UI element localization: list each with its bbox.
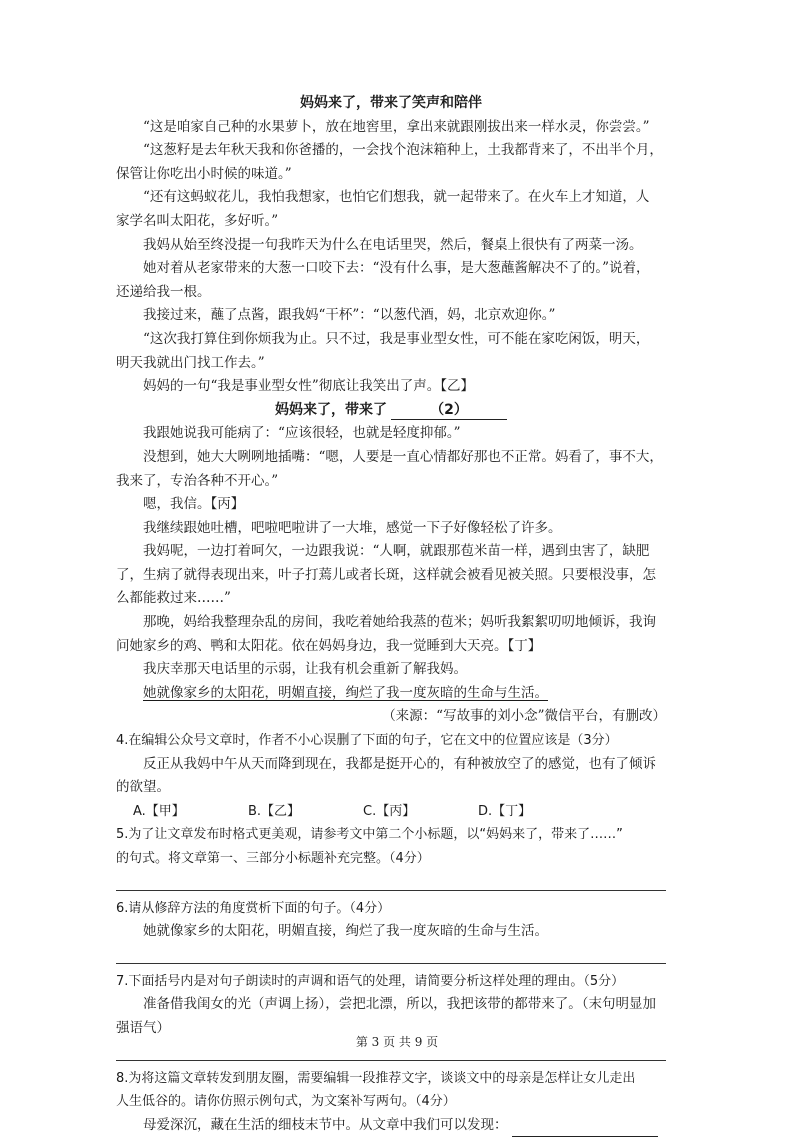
paragraph: “这葱籽是去年秋天我和你爸播的，一会找个泡沫箱种上，土我都背来了，不出半个月， xyxy=(143,142,663,159)
question-5-stem-continued: 的句式。将文章第一、三部分小标题补充完整。（4分） xyxy=(116,851,430,866)
question-8-stem: 8.为将这篇文章转发到朋友圈，需要编辑一段推荐文字，谈谈文中的母亲是怎样让女儿走出 xyxy=(116,1070,636,1086)
section-title-2-prefix: 妈妈来了，带来了 xyxy=(275,401,387,418)
paragraph: 我接过来，蘸了点酱，跟我妈“干杯”：“以葱代酒，妈，北京欢迎你。” xyxy=(143,307,556,324)
paragraph-continued: 家学名叫太阳花，多好听。” xyxy=(116,212,279,229)
question-4-sentence-continued: 的欲望。 xyxy=(116,779,170,796)
question-8-stem-continued: 人生低谷的。请你仿照示例句式，为文案补写两句。（4分） xyxy=(116,1094,456,1110)
page-content xyxy=(116,92,666,1137)
section-title-1: 妈妈来了，带来了笑声和陪伴 xyxy=(300,95,482,111)
answer-line[interactable] xyxy=(116,944,666,964)
paragraph-continued: 么都能救过来……” xyxy=(116,590,231,607)
source-note: （来源：“写故事的刘小念”微信平台，有删改） xyxy=(382,708,666,725)
question-6-stem: 6.请从修辞方法的角度赏析下面的句子。（4分） xyxy=(116,900,391,916)
underlined-sentence: 她就像家乡的太阳花，明媚直接，绚烂了我一度灰暗的生命与生活。 xyxy=(143,684,548,701)
section-title-2 xyxy=(116,399,666,423)
paragraph-continued: 保管让你吃出小时候的味道。” xyxy=(116,165,292,182)
paragraph: “这次我打算住到你烦我为止。只不过，我是事业型女性，可不能在家吃闲饭，明天， xyxy=(143,330,650,347)
title-blank-2: （2） xyxy=(391,401,507,420)
paragraph: 我跟她说我可能病了：“应该很轻，也就是轻度抑郁。” xyxy=(143,425,461,442)
paragraph: 我妈呢，一边打着呵欠，一边跟我说：“人啊，就跟那苞米苗一样，遇到虫害了，缺肥 xyxy=(143,543,650,560)
paragraph: 那晚，妈给我整理杂乱的房间，我吃着她给我蒸的苞米；妈听我絮絮叨叨地倾诉，我询 xyxy=(143,614,656,631)
option-d[interactable]: D.【丁】 xyxy=(478,803,532,819)
question-4-sentence: 反正从我妈中午从天而降到现在，我都是挺开心的，有种被放空了的感觉，也有了倾诉 xyxy=(143,755,656,772)
question-7-sentence: 准备借我闺女的光（声调上扬），尝把北漂，所以，我把该带的都带来了。（末句明显加 xyxy=(143,996,656,1013)
page-footer: 第 3 页 共 9 页 xyxy=(355,1035,439,1049)
paragraph-continued: 还递给我一根。 xyxy=(116,283,211,300)
question-7-stem: 7.下面括号内是对句子朗读时的声调和语气的处理，请简要分析这样处理的理由。（5分） xyxy=(116,973,625,989)
paragraph: 我继续跟她吐槽，吧啦吧啦讲了一大堆，感觉一下子好像轻松了许多。 xyxy=(143,519,562,536)
paragraph-continued: 明天我就出门找工作去。” xyxy=(116,354,265,371)
question-8-sentence xyxy=(116,1114,666,1137)
question-6-sentence: 她就像家乡的太阳花，明媚直接，绚烂了我一度灰暗的生命与生活。 xyxy=(143,923,548,940)
paragraph: 她对着从老家带来的大葱一口咬下去：“没有什么事，是大葱蘸酱解决不了的。”说着， xyxy=(143,260,650,277)
paragraph: “这是咱家自己种的水果萝卜，放在地窖里，拿出来就跟刚拔出来一样水灵，你尝尝。” xyxy=(143,118,650,135)
option-b[interactable]: B.【乙】 xyxy=(248,803,301,819)
question-7-sentence-continued: 强语气） xyxy=(116,1019,170,1036)
option-a[interactable]: A.【甲】 xyxy=(133,803,185,819)
paragraph-continued: 我来了，专治各种不开心。” xyxy=(116,472,279,489)
paragraph: 我庆幸那天电话里的示弱，让我有机会重新了解我妈。 xyxy=(143,661,467,678)
paragraph: 嗯，我信。【丙】 xyxy=(143,496,245,513)
question-5-stem: 5.为了让文章发布时格式更美观，请参考文中第二个小标题，以“妈妈来了，带来了……” xyxy=(116,827,623,843)
paragraph: “还有这蚂蚁花儿，我怕我想家，也怕它们想我，就一起带来了。在火车上才知道，人 xyxy=(143,189,650,206)
paragraph: 我妈从始至终没提一句我昨天为什么在电话里哭，然后，餐桌上很快有了两菜一汤。 xyxy=(143,236,643,253)
option-c[interactable]: C.【丙】 xyxy=(363,803,416,819)
paragraph-continued: 问她家乡的鸡、鸭和太阳花。依在妈妈身边，我一觉睡到大天亮。【丁】 xyxy=(116,637,542,654)
question-4-options xyxy=(116,800,666,824)
paragraph: 没想到，她大大咧咧地插嘴：“嗯，人要是一直心情都好那也不正常。妈看了，事不大， xyxy=(143,448,663,465)
answer-line[interactable] xyxy=(116,871,666,891)
paragraph-continued: 了，生病了就得表现出来，叶子打蔫儿或者长斑，这样就会被看见被关照。只要根没事，怎 xyxy=(116,566,656,583)
paragraph: 妈妈的一句“我是事业型女性”彻底让我笑出了声。【乙】 xyxy=(143,378,475,395)
question-4-stem: 4.在编辑公众号文章时，作者不小心误删了下面的句子，它在文中的位置应该是（3分） xyxy=(116,733,618,749)
fill-in-blank[interactable] xyxy=(512,1120,658,1137)
question-8-sentence-text: 母爱深沉，藏在生活的细枝末节中。从文章中我们可以发现： xyxy=(143,1116,508,1133)
